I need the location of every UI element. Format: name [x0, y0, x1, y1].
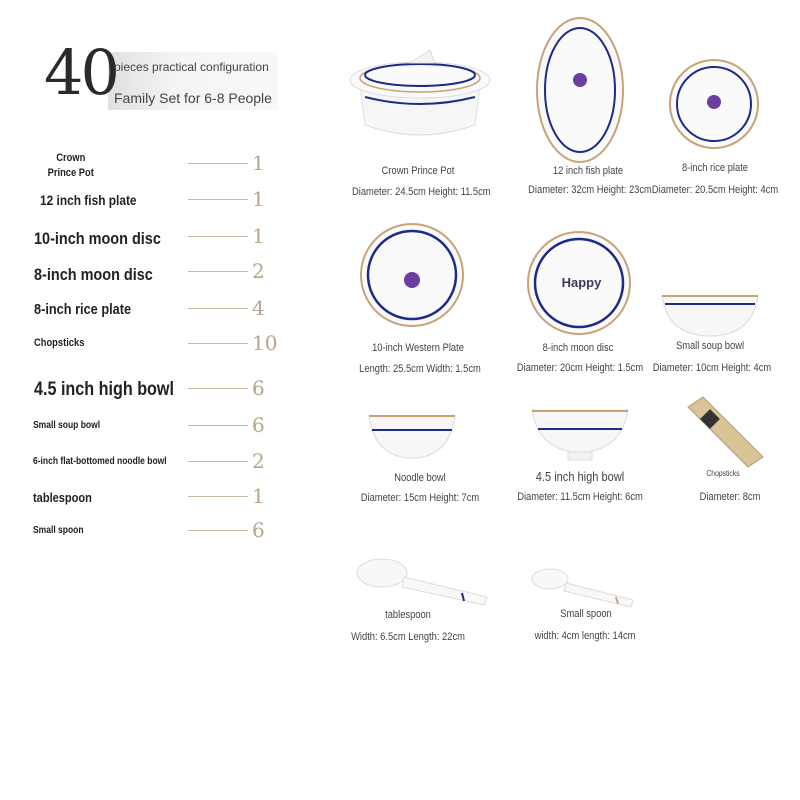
product-name: Small soup bowl: [675, 340, 745, 352]
piece-count: 40: [44, 36, 117, 109]
product-dims: Width: 6.5cm Length: 22cm: [351, 631, 465, 643]
list-item-count: 1: [252, 484, 265, 508]
divider: [188, 199, 248, 200]
product-dims: Diameter: 10cm Height: 4cm: [652, 362, 772, 374]
product-name: tablespoon: [385, 609, 431, 621]
list-item-count: 10: [252, 331, 278, 355]
list-item-count: 2: [252, 259, 265, 283]
list-item-count: 2: [252, 449, 265, 473]
product-name: Chopsticks: [706, 469, 740, 478]
list-item-name: 6-inch flat-bottomed noodle bowl: [33, 456, 167, 467]
list-item-name: 8-inch moon disc: [34, 265, 153, 284]
list-item-name: 10-inch moon disc: [34, 229, 161, 248]
list-item-name: Crown Prince Pot: [47, 152, 94, 179]
list-item-name: 8-inch rice plate: [34, 301, 132, 318]
list-item-count: 6: [252, 518, 265, 542]
product-dims: Length: 25.5cm Width: 1.5cm: [359, 363, 481, 375]
list-item-count: 6: [252, 376, 265, 400]
product-name: Noodle bowl: [394, 472, 446, 484]
divider: [188, 236, 248, 237]
divider: [188, 271, 248, 272]
list-item-name: 4.5 inch high bowl: [34, 379, 174, 400]
divider: [188, 496, 248, 497]
list-item-count: 1: [252, 151, 265, 175]
list-item-count: 1: [252, 187, 265, 211]
soup-bowl-image: [660, 290, 760, 340]
divider: [188, 163, 248, 164]
divider: [188, 425, 248, 426]
list-item-count: 4: [252, 296, 265, 320]
crown-prince-pot-image: [345, 15, 495, 145]
divider: [188, 308, 248, 309]
product-dims: Diameter: 32cm Height: 23cm: [528, 184, 652, 196]
list-item-name: 12 inch fish plate: [40, 192, 137, 208]
list-item-name: tablespoon: [33, 490, 92, 505]
product-name: 12 inch fish plate: [552, 165, 624, 177]
product-dims: Diameter: 20cm Height: 1.5cm: [516, 362, 644, 374]
list-item-count: 1: [252, 224, 265, 248]
product-dims: width: 4cm length: 14cm: [534, 630, 636, 642]
list-item-name: Small soup bowl: [33, 420, 101, 431]
product-name: 8-inch rice plate: [681, 162, 749, 174]
divider: [188, 388, 248, 389]
product-name: Crown Prince Pot: [381, 165, 455, 177]
list-item-name: Small spoon: [33, 525, 84, 536]
divider: [188, 461, 248, 462]
header-line1: pieces practical configuration: [114, 60, 269, 74]
product-name: Small spoon: [560, 608, 612, 620]
product-dims: Diameter: 24.5cm Height: 11.5cm: [352, 186, 491, 198]
product-dims: Diameter: 15cm Height: 7cm: [360, 492, 480, 504]
western-plate-image: [359, 222, 465, 328]
product-dims: Diameter: 20.5cm Height: 4cm: [651, 184, 779, 196]
list-item-name: Chopsticks: [34, 337, 85, 349]
small-spoon-image: [528, 565, 638, 613]
noodle-bowl-image: [367, 412, 457, 462]
fish-plate-image: [535, 15, 625, 165]
rice-plate-image: [668, 58, 760, 150]
tablespoon-image: [352, 555, 492, 610]
divider: [188, 530, 248, 531]
product-dims: Diameter: 11.5cm Height: 6cm: [517, 491, 643, 503]
product-name: 4.5 inch high bowl: [535, 469, 625, 484]
divider: [188, 343, 248, 344]
chopsticks-image: [683, 392, 768, 472]
header-line2: Family Set for 6-8 People: [114, 90, 272, 106]
list-item-count: 6: [252, 413, 265, 437]
product-name: 10-inch Western Plate: [372, 342, 464, 354]
high-bowl-image: [530, 405, 630, 465]
product-dims: Diameter: 8cm: [699, 491, 761, 503]
plate-text: Happy: [561, 275, 602, 290]
product-name: 8-inch moon disc: [542, 342, 614, 354]
